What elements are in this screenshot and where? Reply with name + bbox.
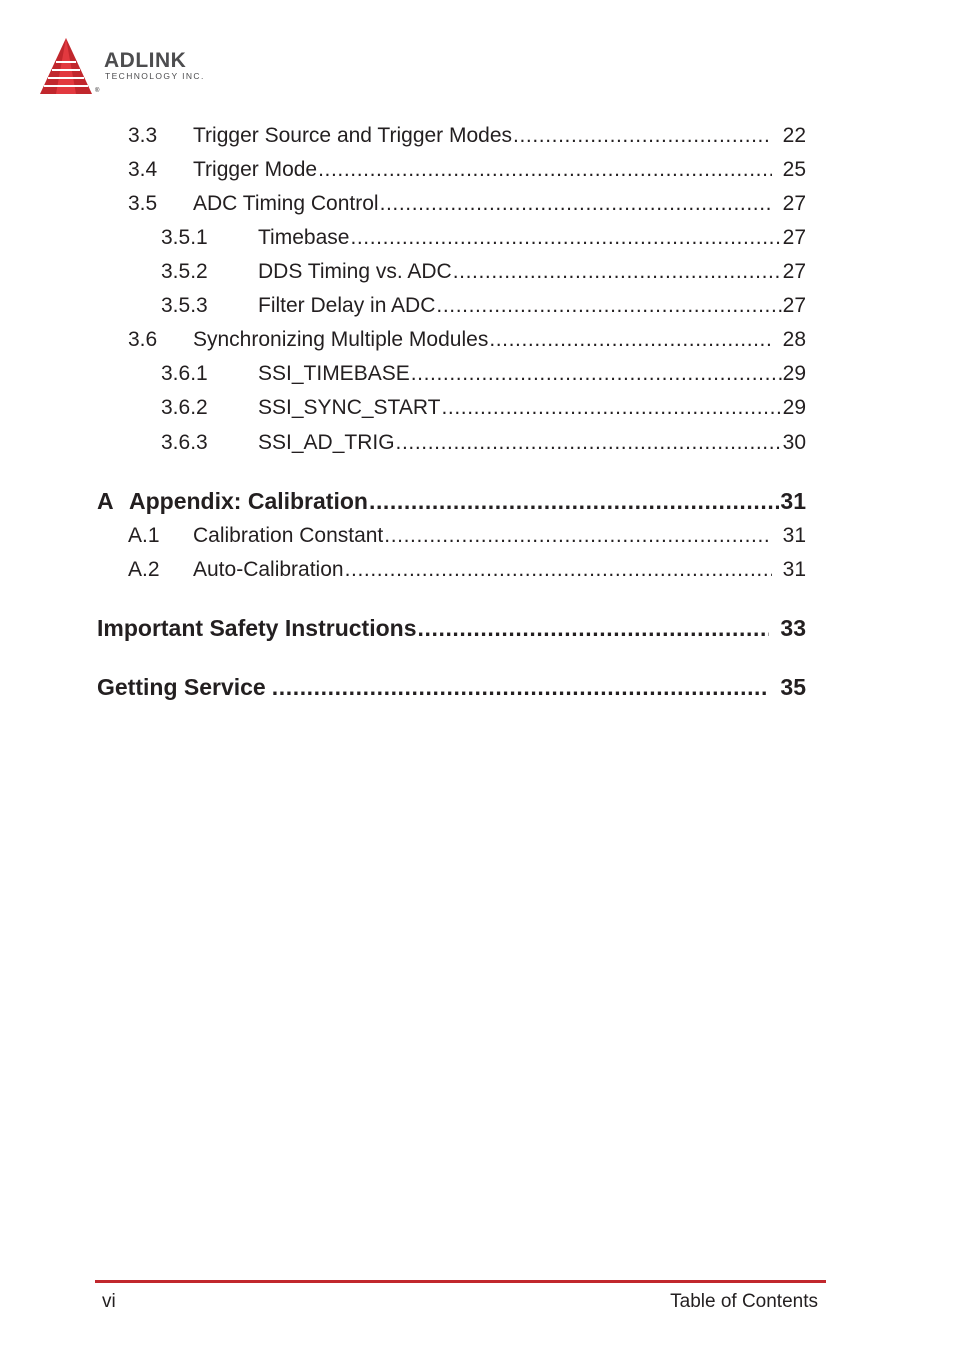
toc-title: Filter Delay in ADC [258,294,436,317]
dot-leader [318,157,772,183]
dot-leader [380,191,772,217]
dot-leader [396,430,782,456]
toc-page: 30 [782,431,806,454]
toc-entry-appendix-a[interactable] [0,486,954,516]
toc-entry-3-3[interactable] [0,123,954,149]
dot-leader [350,225,781,251]
toc-title: Appendix: Calibration [129,488,368,514]
toc-entry-3-6-3[interactable] [0,430,954,456]
logo-registered-mark: ® [95,88,100,94]
toc-title: SSI_SYNC_START [258,396,441,419]
footer-rule [95,1280,826,1283]
dot-leader [411,361,782,387]
toc-page: 29 [782,362,806,385]
toc-entry-a-1[interactable] [0,523,954,549]
toc-title: Getting Service [97,674,266,700]
toc-title: Important Safety Instructions [97,615,417,641]
toc-title: Synchronizing Multiple Modules [193,328,489,351]
toc-title: Trigger Mode [193,158,318,181]
toc-number: A.1 [128,524,160,547]
toc-entry-3-6-1[interactable] [0,361,954,387]
toc-title: SSI_AD_TRIG [258,431,395,454]
toc-title: SSI_TIMEBASE [258,362,410,385]
toc-number: 3.5.2 [161,260,208,283]
toc-entry-3-5-3[interactable] [0,293,954,319]
toc-page: 22 [782,124,806,147]
toc-entry-a-2[interactable] [0,557,954,583]
toc-entry-3-5[interactable] [0,191,954,217]
dot-leader [441,395,781,421]
toc-page: 33 [780,615,806,641]
toc-page: 27 [782,260,806,283]
toc-number: A [97,488,114,514]
toc-number: 3.5.3 [161,294,208,317]
toc-number: 3.4 [128,158,158,181]
toc-entry-3-5-1[interactable] [0,225,954,251]
toc-number: 3.3 [128,124,158,147]
toc-number: 3.5.1 [161,226,208,249]
dot-leader [345,557,772,583]
toc-title: Calibration Constant [193,524,384,547]
toc-entry-safety[interactable] [0,613,954,643]
toc-title: Timebase [258,226,350,249]
toc-page: 27 [782,294,806,317]
dot-leader [513,123,772,149]
toc-title: ADC Timing Control [193,192,379,215]
toc-page: 31 [780,488,806,514]
toc-title: DDS Timing vs. ADC [258,260,452,283]
toc-page: 29 [782,396,806,419]
toc-page: 35 [780,674,806,700]
logo-wordmark: ADLINK [104,49,187,72]
toc-entry-3-5-2[interactable] [0,259,954,285]
toc-page: 31 [782,524,806,547]
toc-title: Trigger Source and Trigger Modes [193,124,513,147]
toc-entry-3-4[interactable] [0,157,954,183]
footer-section-title: Table of Contents [670,1291,818,1312]
toc-number: 3.6.3 [161,431,208,454]
toc-number: 3.6.1 [161,362,208,385]
toc-number: 3.6 [128,328,158,351]
toc-number: A.2 [128,558,160,581]
dot-leader [436,293,781,319]
toc-entry-3-6-2[interactable] [0,395,954,421]
dot-leader [369,486,779,516]
toc-page: 27 [782,226,806,249]
dot-leader [272,672,770,702]
logo-subtitle: TECHNOLOGY INC. [105,71,205,81]
toc-number: 3.5 [128,192,158,215]
dot-leader [453,259,782,285]
dot-leader [384,523,771,549]
dot-leader [489,327,771,353]
toc-page: 31 [782,558,806,581]
dot-leader [417,613,769,643]
toc-page: 28 [782,328,806,351]
toc-entry-3-6[interactable] [0,327,954,353]
toc-title: Auto-Calibration [193,558,344,581]
toc-page: 27 [782,192,806,215]
toc-entry-getting-service[interactable] [0,672,954,702]
toc-page: 25 [782,158,806,181]
footer-page-number: vi [102,1291,116,1312]
toc-number: 3.6.2 [161,396,208,419]
